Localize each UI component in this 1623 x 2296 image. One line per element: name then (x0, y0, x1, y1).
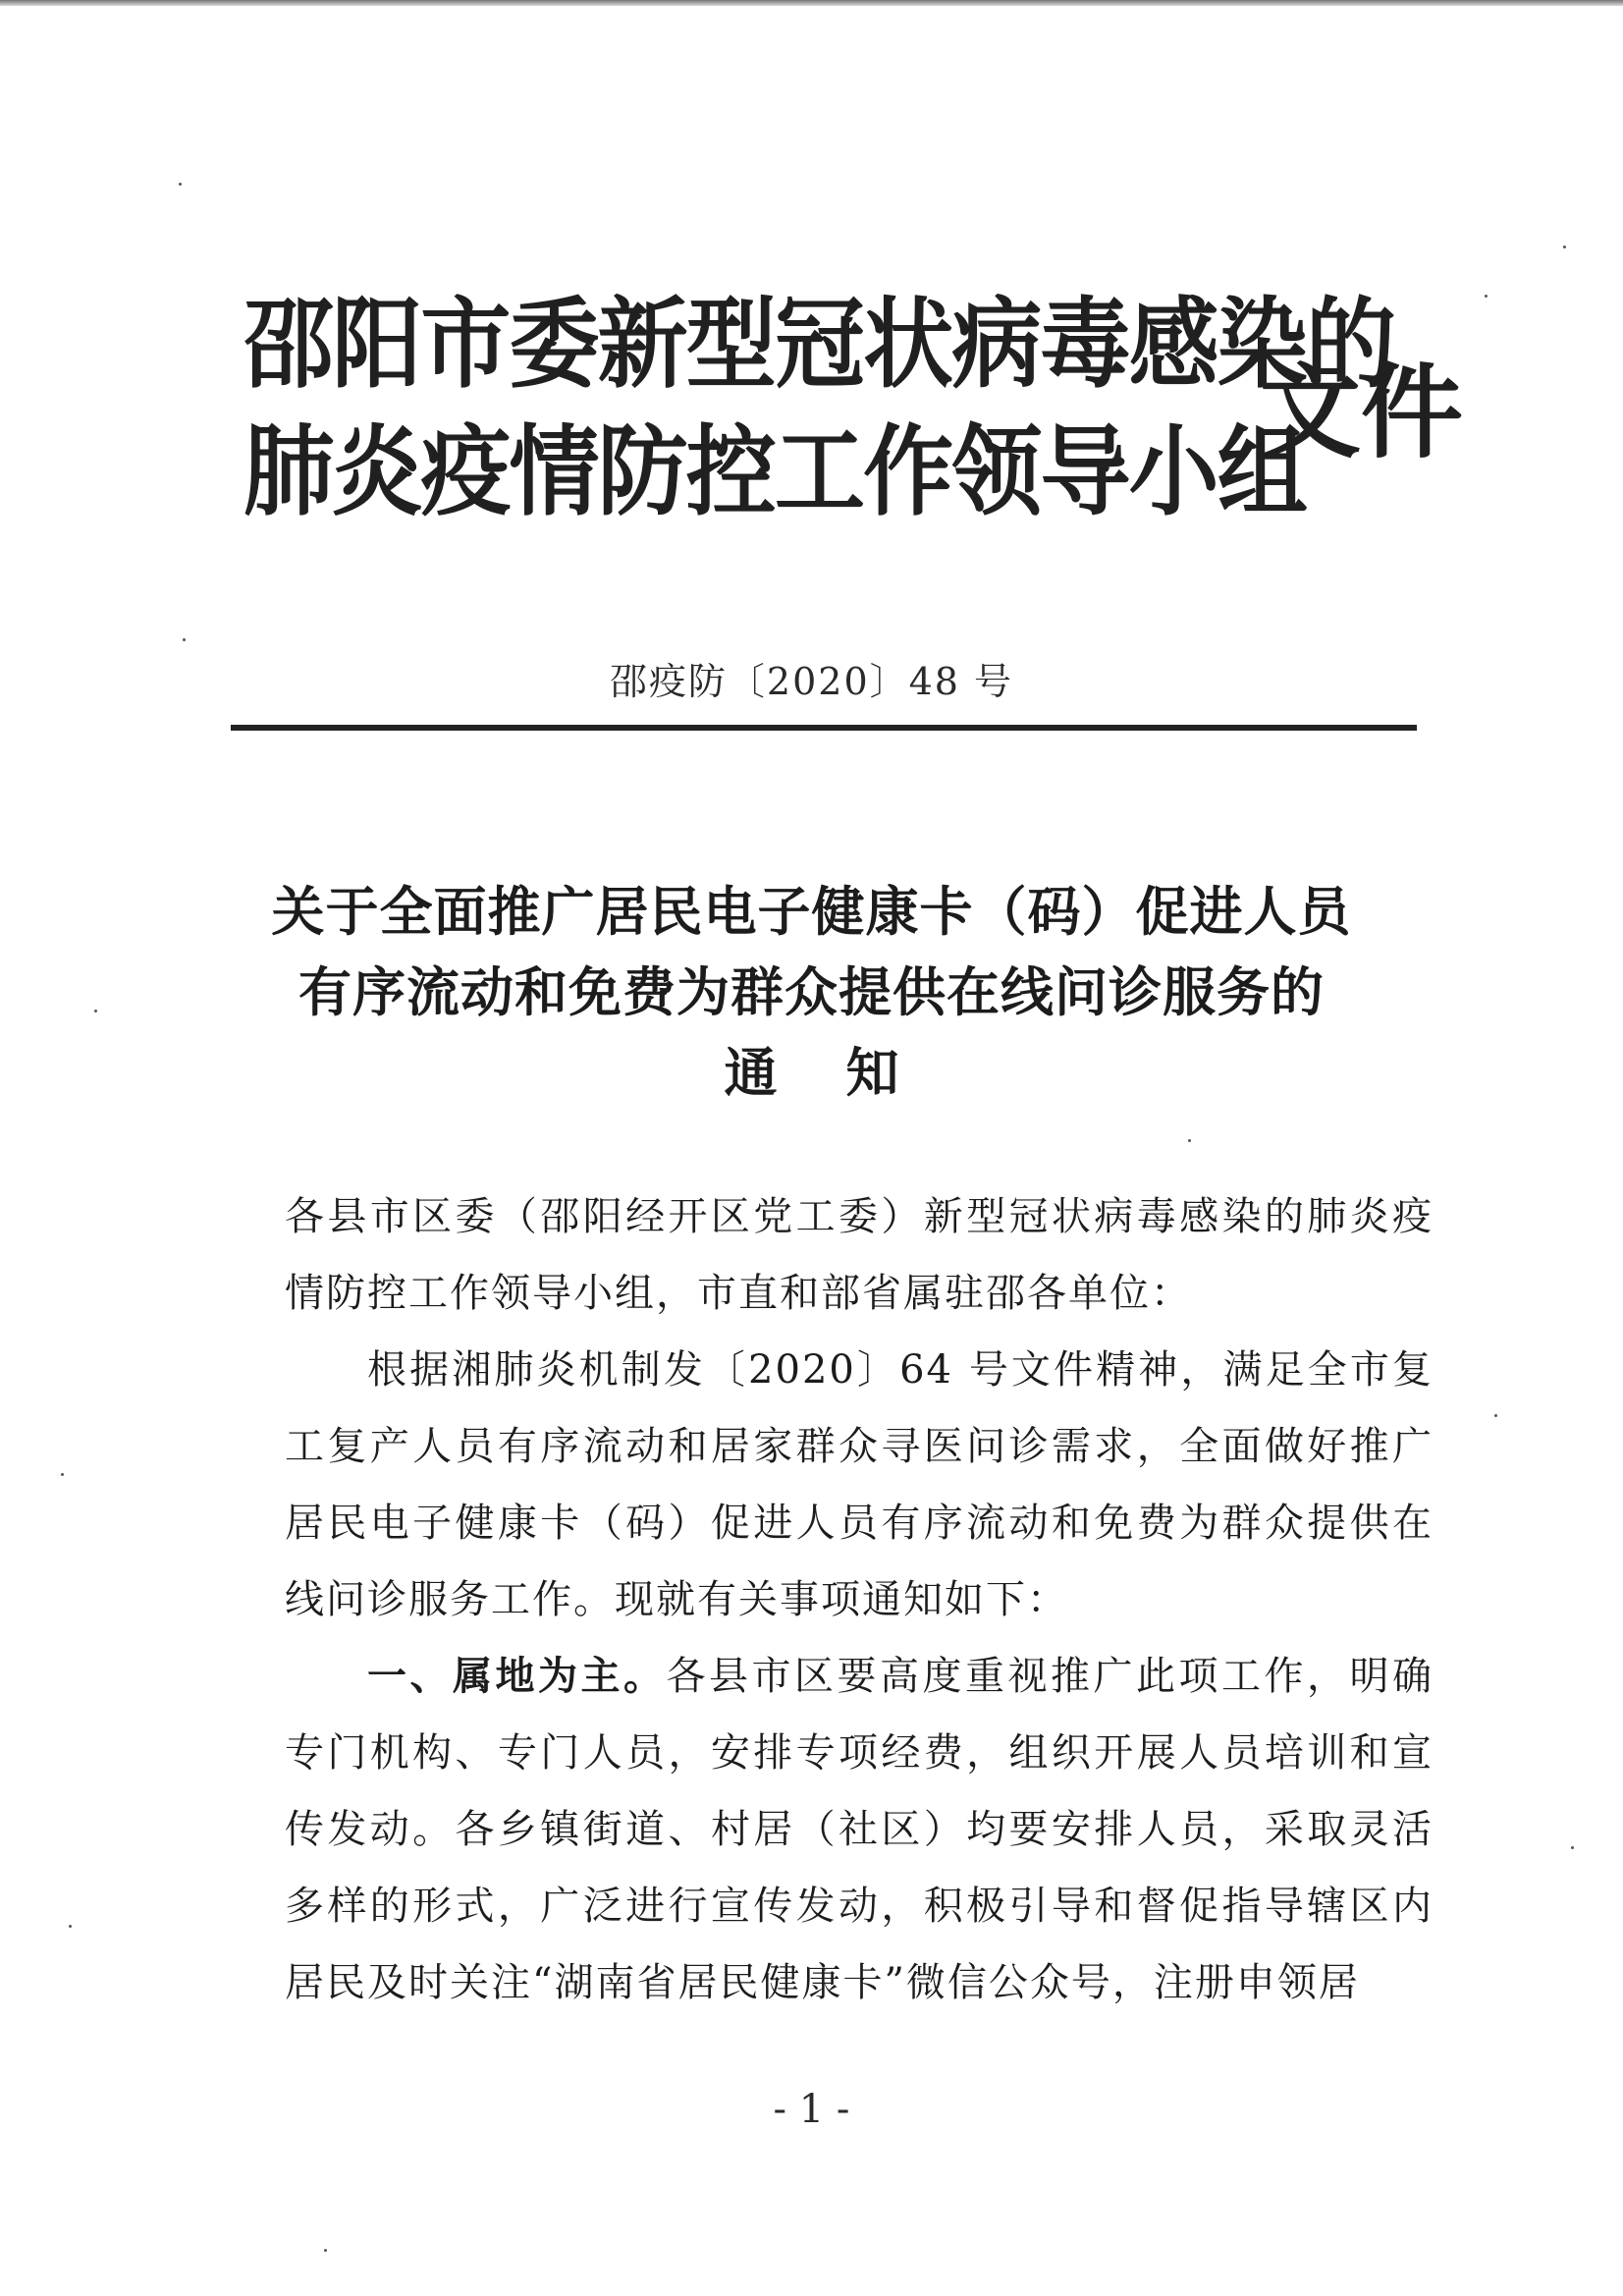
scan-speck (324, 2249, 327, 2252)
section-1-heading: 一、属地为主。 (367, 1654, 667, 1699)
org-line-1: 邵阳市委新型冠状病毒感染的 (243, 286, 1395, 402)
scan-speck (69, 1925, 72, 1928)
scan-speck (94, 1010, 97, 1012)
scan-speck (1494, 1414, 1497, 1417)
addressee: 各县市区委（邵阳经开区党工委）新型冠状病毒感染的肺炎疫情防控工作领导小组，市直和部省属驻邵各单位： (285, 1194, 1434, 1316)
section-1-text: 各县市区要高度重视推广此项工作，明确专门机构、专门人员，安排专项经费，组织开展人员培训和宣传发动。各乡镇街道、村居（社区）均要安排人员，采取灵活多样的形式，广泛进行宣传发动，积极引导和督促指导辖区内居民及时关注“湖南省居民健康卡”微信公众号，注册申领居 (285, 1654, 1434, 2005)
scan-edge (0, 0, 1623, 6)
scan-speck (1188, 1139, 1191, 1142)
page-number: - 1 - (773, 2087, 850, 2132)
paragraph-section-1 (285, 1638, 1434, 2021)
scan-speck (1563, 246, 1566, 248)
document-body (285, 1178, 1434, 2021)
document-suffix: 文件 (1259, 352, 1464, 472)
notice-title-line-1: 关于全面推广居民电子健康卡（码）促进人员 (271, 881, 1352, 943)
scan-speck (1571, 1846, 1574, 1849)
scan-speck (183, 638, 186, 641)
header-divider (231, 725, 1417, 731)
notice-title (196, 872, 1427, 1114)
notice-title-line-2: 有序流动和免费为群众提供在线问诊服务的 (298, 961, 1325, 1023)
org-line-2: 肺炎疫情防控工作领导小组 (243, 413, 1306, 529)
scan-speck (1485, 295, 1488, 298)
paragraph-intro: 根据湘肺炎机制发〔2020〕64 号文件精神，满足全市复工复产人员有序流动和居家群众寻医问诊需求，全面做好推广居民电子健康卡（码）促进人员有序流动和免费为群众提供在线问诊服务工作。现就有关事项通知如下： (285, 1347, 1434, 1622)
notice-title-line-3: 通知 (724, 1042, 968, 1104)
scan-speck (179, 183, 182, 186)
scan-speck (61, 1473, 64, 1476)
document-number: 邵疫防〔2020〕48 号 (609, 660, 1014, 703)
